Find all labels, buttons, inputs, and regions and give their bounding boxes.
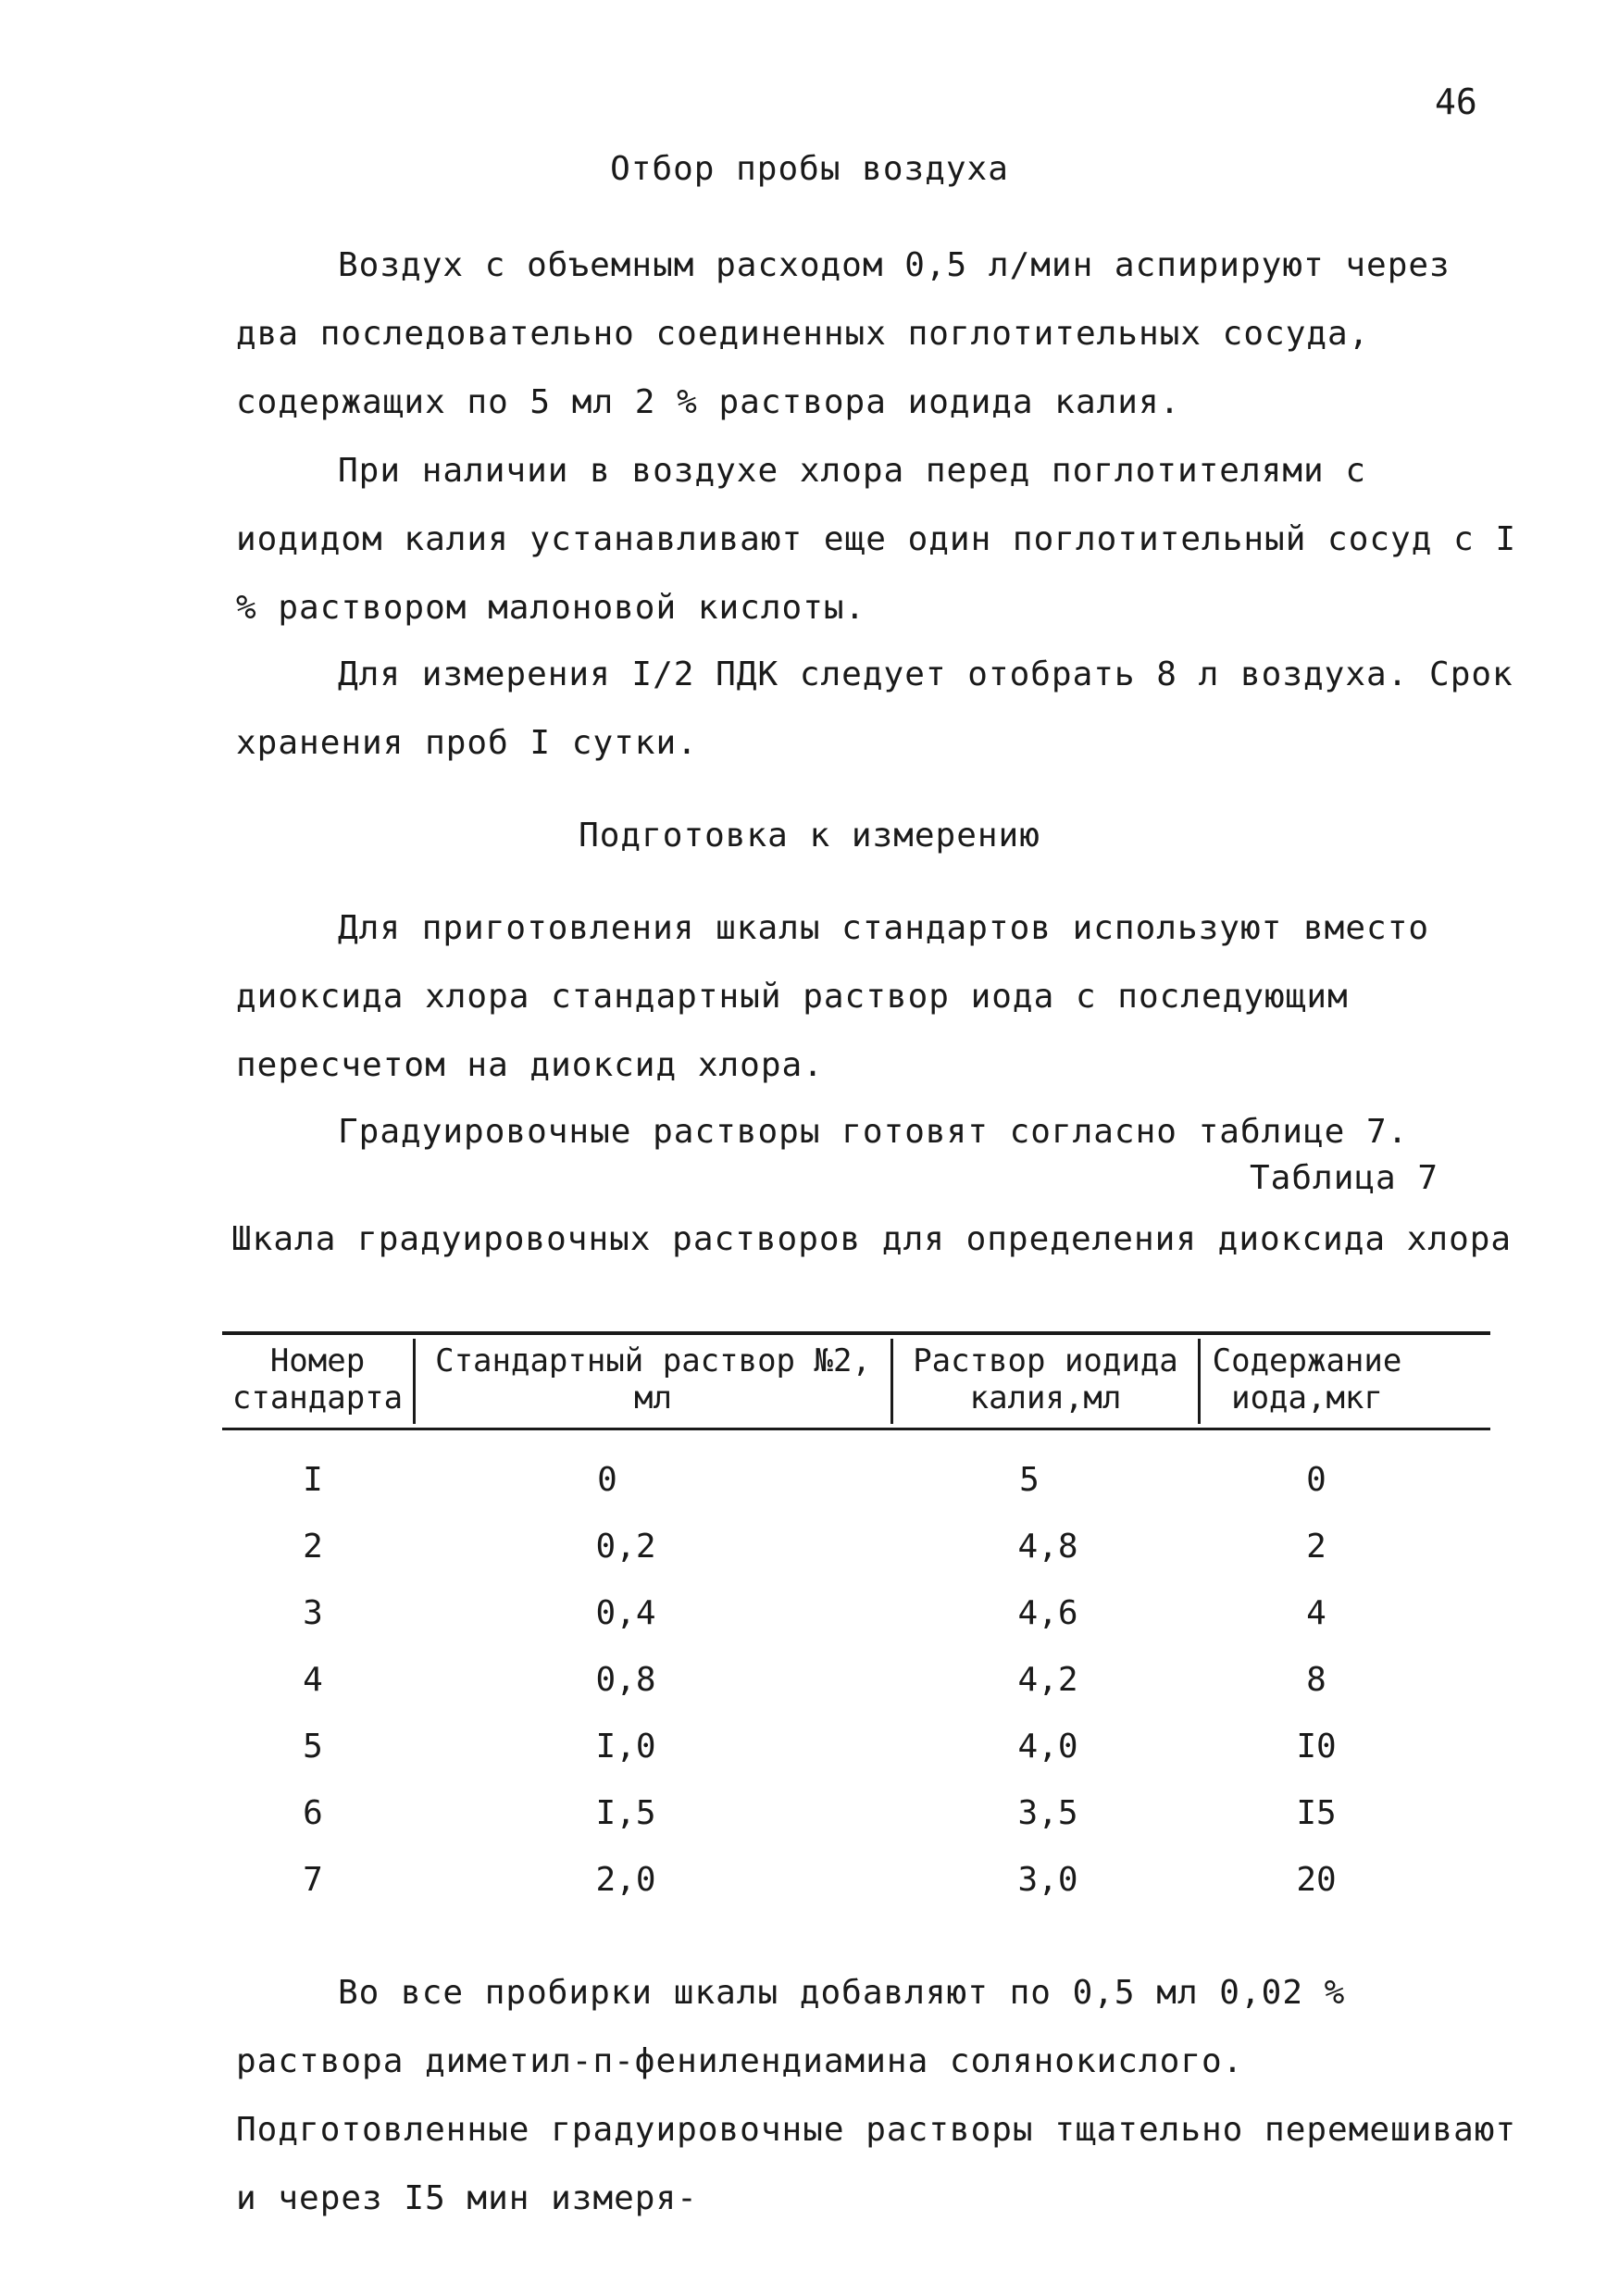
table-cell: 0,2	[595, 1528, 656, 1566]
table-header-standard-solution: Стандартный раствор №2, мл	[435, 1342, 871, 1416]
table-cell: 5	[1019, 1461, 1040, 1499]
table-cell: 4,8	[1017, 1528, 1078, 1566]
table-cell: 4	[303, 1661, 323, 1699]
table-cell: 0	[597, 1461, 617, 1499]
paragraph-air-flow: Воздух с объемным расходом 0,5 л/мин аспирируют через два последовательно соединенных поглотительных сосуда, содержащих по 5 мл 2 % раствора иодида калия.	[236, 246, 1451, 421]
paragraph-standard-scale: Для приготовления шкалы стандартов используют вместо диоксида хлора стандартный раствор иода с последующим пересчетом на диоксид хлора.	[236, 909, 1430, 1084]
table-cell: 20	[1296, 1861, 1337, 1899]
table-header-iodine-content: Содержание иода,мкг	[1212, 1342, 1402, 1416]
table-cell: 4,2	[1017, 1661, 1078, 1699]
table-cell: 4,0	[1017, 1728, 1078, 1766]
table-cell: I	[303, 1461, 323, 1499]
table-cell: 6	[303, 1794, 323, 1832]
section-heading-measurement-prep: Подготовка к измерению	[579, 817, 1040, 855]
table-cell: 7	[303, 1861, 323, 1899]
table-cell: I0	[1296, 1728, 1337, 1766]
paragraph-calibration-solutions: Градуировочные растворы готовят согласно таблице 7.	[338, 1113, 1409, 1151]
table-cell: I5	[1296, 1794, 1337, 1832]
table-cell: 3,5	[1017, 1794, 1078, 1832]
table-title: Шкала градуировочных растворов для определения диоксида хлора	[231, 1220, 1513, 1258]
table-header-potassium-iodide: Раствор иодида калия,мл	[913, 1342, 1178, 1416]
table-header-rule	[222, 1428, 1490, 1430]
table-cell: 3,0	[1017, 1861, 1078, 1899]
table-cell: 5	[303, 1728, 323, 1766]
table-cell: 4,6	[1017, 1594, 1078, 1632]
table-cell: 3	[303, 1594, 323, 1632]
table-cell: 0	[1306, 1461, 1326, 1499]
paragraph-reagent-addition: Во все пробирки шкалы добавляют по 0,5 мл 0,02 % раствора диметил-п-фенилендиамина солянокислого. Подготовленные градуировочные растворы тщательно перемешивают и через I5 мин измеря-	[236, 1974, 1517, 2217]
table-header-standard-number: Номер стандарта	[231, 1342, 404, 1416]
table-top-rule	[222, 1331, 1490, 1335]
page-number: 46	[1435, 81, 1477, 122]
table-cell: 0,4	[595, 1594, 656, 1632]
section-heading-air-sampling: Отбор пробы воздуха	[610, 150, 1009, 188]
table-cell: 0,8	[595, 1661, 656, 1699]
table-cell: 8	[1306, 1661, 1326, 1699]
table-cell: I,0	[595, 1728, 656, 1766]
table-cell: 2	[303, 1528, 323, 1566]
table-cell: 2,0	[595, 1861, 656, 1899]
table-label: Таблица 7	[1250, 1159, 1439, 1197]
table-cell: 2	[1306, 1528, 1326, 1566]
table-cell: I,5	[595, 1794, 656, 1832]
paragraph-sample-volume: Для измерения I/2 ПДК следует отобрать 8 л воздуха. Срок хранения проб I сутки.	[236, 655, 1513, 762]
table-cell: 4	[1306, 1594, 1326, 1632]
paragraph-chlorine-presence: При наличии в воздухе хлора перед поглотителями с иодидом калия устанавливают еще один поглотительный сосуд с I % раствором малоновой кислоты.	[236, 452, 1517, 627]
